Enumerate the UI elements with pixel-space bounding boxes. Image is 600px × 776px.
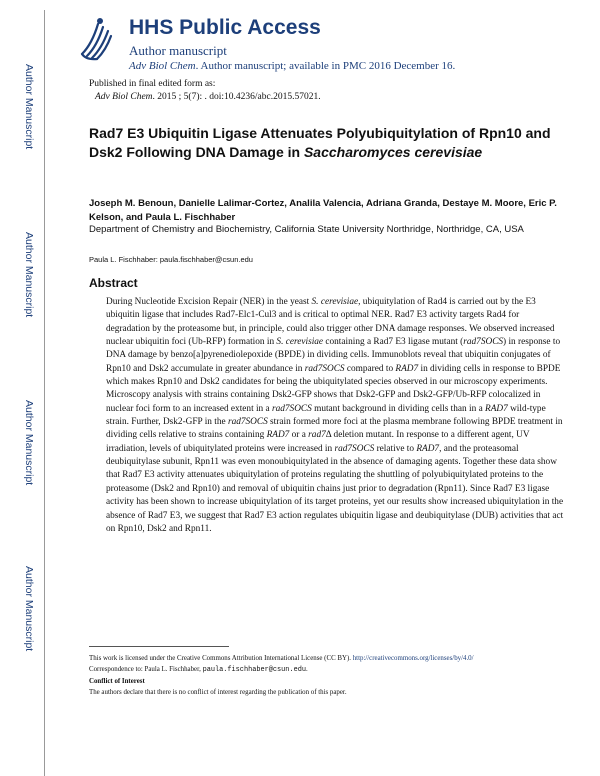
correspondence-note: Correspondence to: Paula L. Fischhaber, paula.fischhaber@csun.edu. bbox=[89, 666, 308, 674]
author-manuscript-label: Author manuscript bbox=[129, 43, 227, 58]
license-link[interactable]: http://creativecommons.org/licenses/by/4.0/ bbox=[352, 655, 474, 662]
license-note: This work is licensed under the Creative Commons Attribution International License (CC BY). http://creativecommons.org/licenses/by/4.0/ bbox=[89, 655, 474, 662]
hhs-eagle-logo-icon bbox=[78, 14, 114, 62]
correspondence-email: paula.fischhaber@csun.edu bbox=[202, 666, 306, 674]
abstract-body: During Nucleotide Excision Repair (NER) in the yeast S. cerevisiae, ubiquitylation of Rad4 is carried out by the E3 ubiquitin ligase that includes Rad7-Elc1-Cul3 and is critical to optimal NER. Rad7 E3 activity targets Rad4 for degradation by the proteasome but, in principle, could also trigger other DNA damage responses. We observed increased nuclear ubiquitin foci (Ub-RFP) formation in S. cerevisiae containing a Rad7 E3 ligase mutant (rad7SOCS) in response to DNA damage by benzo[a]pyrenediolepoxide (BPDE) in dividing cells. Immunoblots reveal that ubiquitin conjugates of Rpn10 and Dsk2 accumulate in greater abundance in rad7SOCS compared to RAD7 in dividing cells in response to BPDE which makes Rpn10 and Dsk2 candidates for being the ubiquitylated species observed in our microscopy experiments. Microscopy analysis with strains containing Dsk2-GFP shows that Dsk2-GFP and Dsk2-GFP/Ub-RFP colocalized in nuclear foci form to an increased extent in a rad7SOCS mutant background in dividing cells than in a RAD7 wild-type strain. Further, Dsk2-GFP in the rad7SOCS strain formed more foci at the plasma membrane following BPDE treatment in dividing cells relative to strains containing RAD7 or a rad7Δ deletion mutant. In response to a different agent, UV irradiation, levels of ubiquitylated proteins were increased in rad7SOCS relative to RAD7, and the proteasomal deubiquitylase subunit, Rpn11 was even monoubiquitylated in the absence of damaging agents. Together these data show that Rad7 E3 activity attenuates ubiquitylation of proteins regulating the shuttling of polyubiquitylated proteins to the proteasome (Dsk2 and Rpn10) and removal of ubiquitin chains just prior to degradation (Rpn11). Since Rad7 E3 ligase activity has been shown to increase ubiquitylation of its target proteins, yet our results show increased ubiquitylation in the absence of Rad7 E3, we suggest that Rad7 E3 action regulates ubiquitin ligase and deubiquitylase (DUB) activities that act on Rpn10, Dsk2 and Rpn11. bbox=[106, 297, 564, 534]
footnote-divider bbox=[89, 646, 229, 647]
citation-text: . 2015 ; 5(7): . doi:10.4236/abc.2015.57021. bbox=[152, 92, 321, 102]
availability-text: . Author manuscript; available in PMC 2016 December 16. bbox=[195, 60, 456, 72]
citation-journal: Adv Biol Chem bbox=[95, 92, 153, 102]
conflict-of-interest-text: The authors declare that there is no conflict of interest regarding the publication of this paper. bbox=[89, 689, 347, 696]
article-title-main: Rad7 E3 Ubiquitin Ligase Attenuates Polyubiquitylation of Rpn10 and Dsk2 Following DNA Damage in bbox=[89, 125, 551, 160]
sidebar-label: Author Manuscript bbox=[23, 400, 35, 486]
author-list: Joseph M. Benoun, Danielle Lalimar-Cortez, Analila Valencia, Adriana Granda, Destaye M. Moore, Eric P. Kelson, and Paula L. Fischhaber bbox=[89, 198, 557, 223]
footnotes bbox=[89, 653, 519, 698]
published-label: Published in final edited form as: bbox=[89, 79, 216, 89]
sidebar-label: Author Manuscript bbox=[23, 566, 35, 652]
publication-info bbox=[89, 78, 321, 104]
conflict-of-interest-heading: Conflict of Interest bbox=[89, 678, 145, 685]
sidebar-label: Author Manuscript bbox=[23, 64, 35, 150]
hhs-header bbox=[78, 10, 578, 76]
citation-line bbox=[89, 91, 321, 104]
abstract-heading: Abstract bbox=[89, 276, 138, 290]
availability-line bbox=[129, 60, 455, 72]
sidebar-divider bbox=[44, 10, 45, 776]
corresponding-email: Paula L. Fischhaber: paula.fischhaber@csun.edu bbox=[89, 255, 253, 264]
article-title bbox=[89, 124, 559, 162]
hhs-public-access-title: HHS Public Access bbox=[129, 16, 321, 39]
journal-name: Adv Biol Chem bbox=[129, 60, 196, 72]
affiliation: Department of Chemistry and Biochemistry, California State University Northridge, Northridge, CA, USA bbox=[89, 224, 524, 235]
article-title-species: Saccharomyces cerevisiae bbox=[303, 144, 483, 160]
sidebar-label: Author Manuscript bbox=[23, 232, 35, 318]
